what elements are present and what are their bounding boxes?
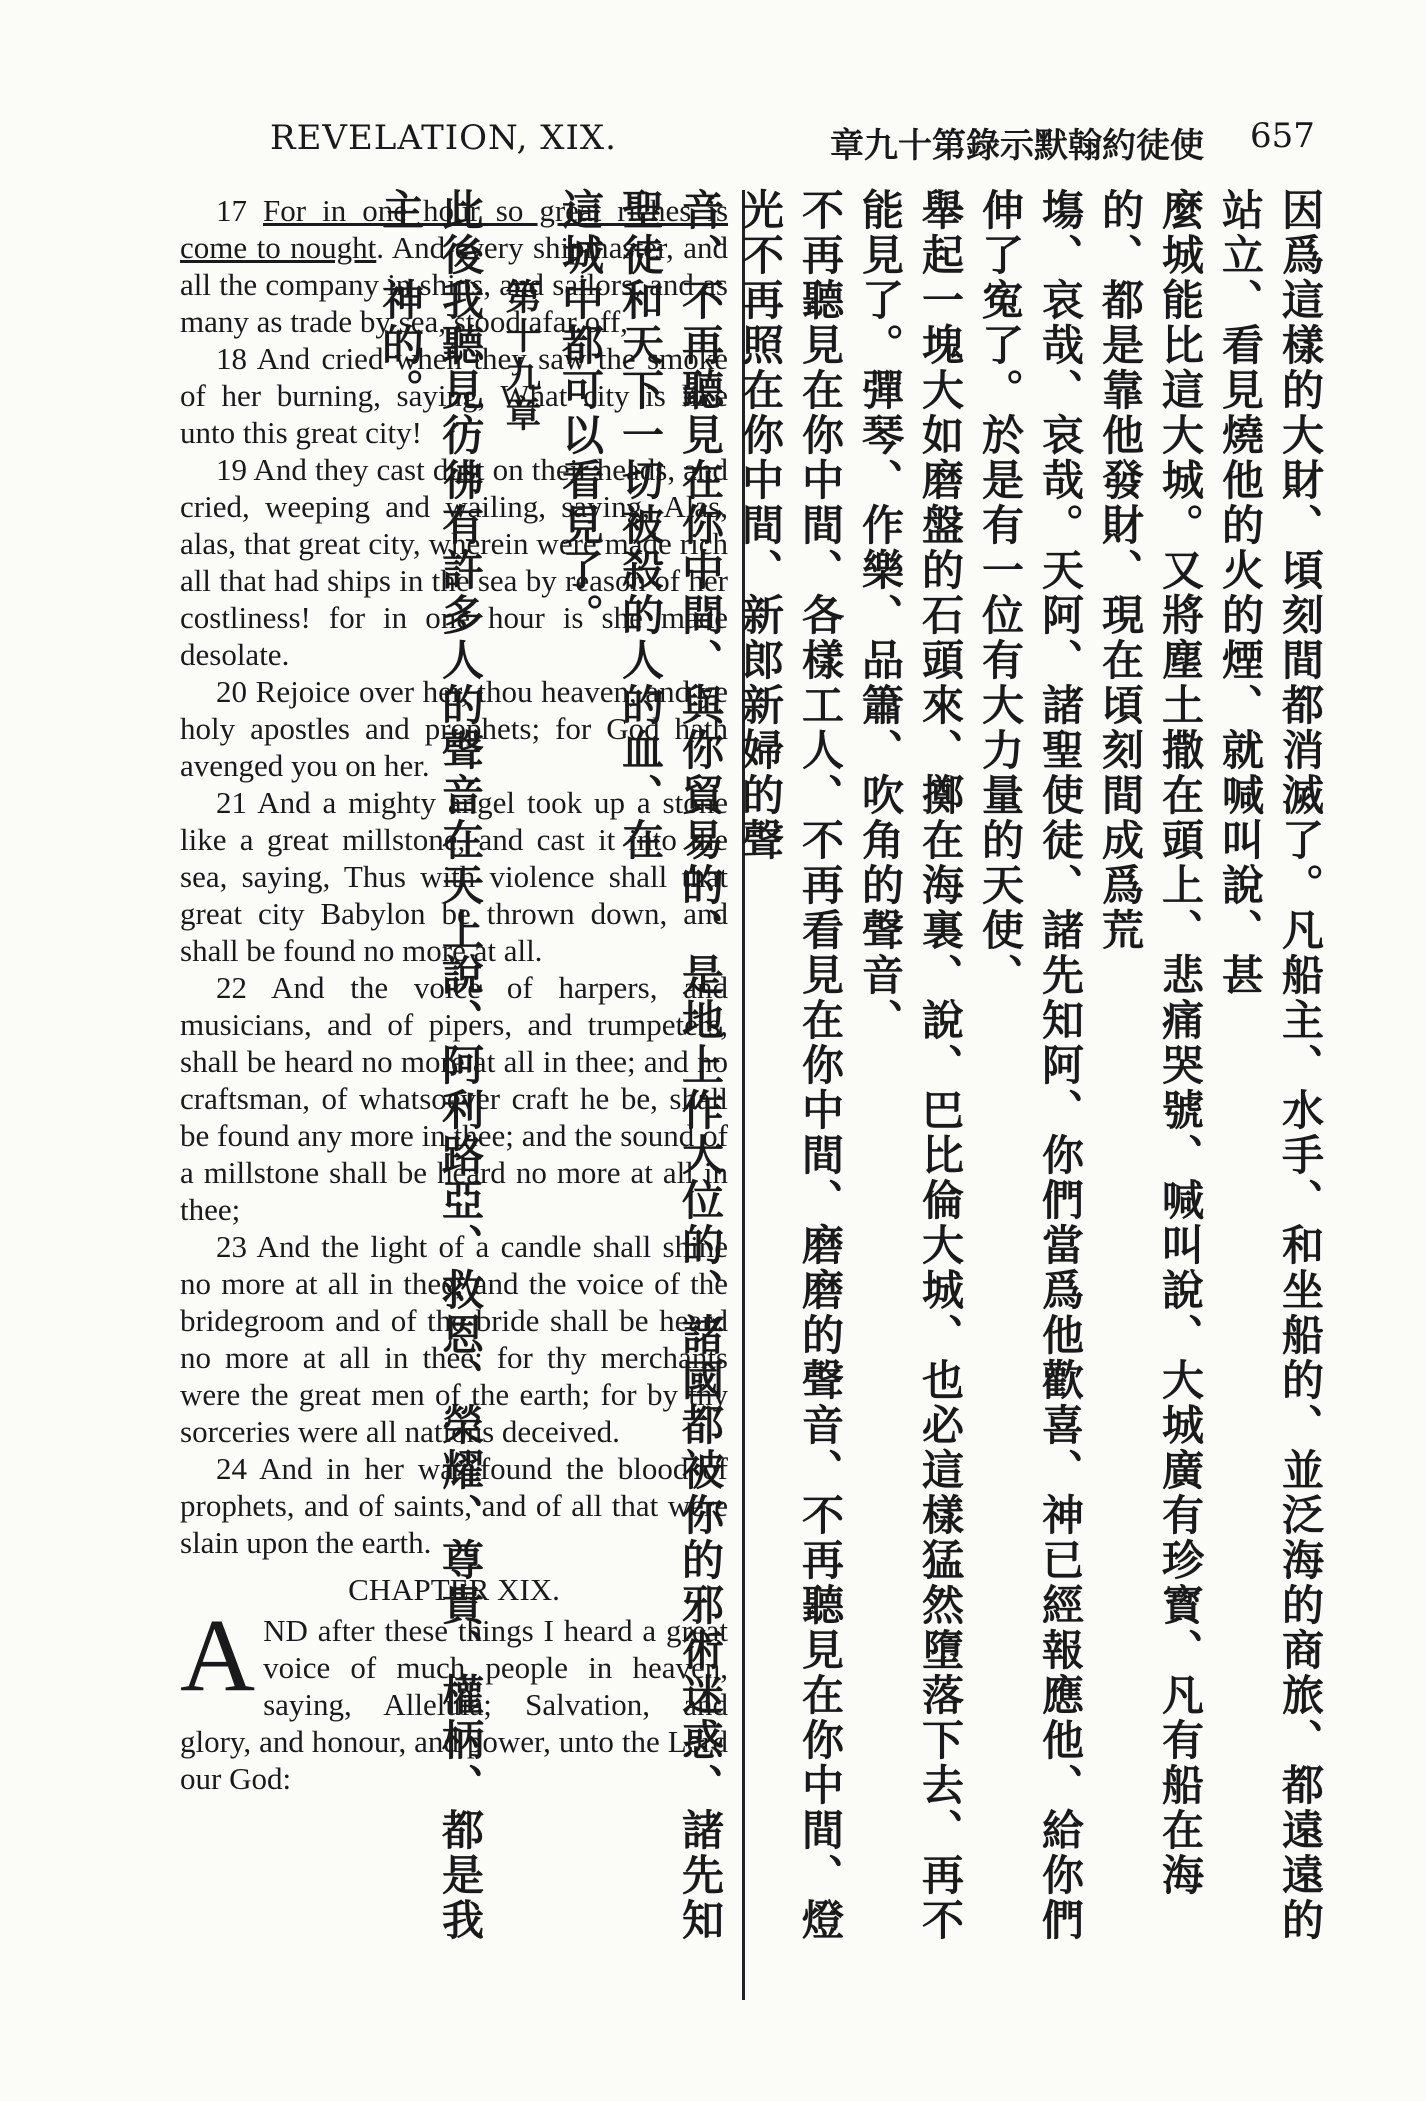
verse-24: 24 And in her was found the blood of prophets, and of saints, and of all that were slain upon the earth. xyxy=(180,1451,728,1560)
drop-cap: A xyxy=(180,1598,256,1713)
chapter-heading: CHAPTER XIX. xyxy=(348,1572,560,1607)
verse-19: 19 And they cast dust on their heads, and cried, weeping and wailing, saying, Alas, alas, that great city, wherein were made rich all that had ships in the sea by reason of her costliness! for in one hour is she made desolate. xyxy=(180,452,728,672)
chinese-line-1: 因爲這樣的大財、頃刻間都消滅了。凡船主、水手、和坐船的、並泛海的商旅、都遠遠的站立、看見燒他的火的煙、就喊叫說、甚 xyxy=(1216,188,1325,1943)
verse-17-rest: . And every shipmaster, and all the company in ships, and sailors, and as many as trade by sea, stood afar off, xyxy=(180,230,728,339)
header-chinese-title: 章九十第錄示默翰約徒使 xyxy=(830,126,1204,166)
chapter-19-verse-1-text: ND after these things I heard a great voice of much people in heaven, saying, Alleluia; Salvation, and glory, and honour, and power, unto the Lord our God: xyxy=(180,1613,728,1796)
chinese-line-6: 音、不再聽見在你中間、與你貿易的、是地上作大位的、諸國都被你的邪術迷惑、諸先知聖徒和天下一切被殺的人的血、在 xyxy=(616,188,725,1943)
page-number: 657 xyxy=(1250,116,1315,156)
verse-21: 21 And a mighty angel took up a stone like a great millstone, and cast it into the sea, saying, Thus with violence shall that great city Babylon be thrown down, and shall be found no more at all. xyxy=(180,785,728,968)
verse-22: 22 And the voice of harpers, and musicians, and of pipers, and trumpeters, shall be heard no more at all in thee; and no craftsman, of whatsoever craft he be, shall be found any more in thee; and the sound of a millstone shall be heard no more at all in thee; xyxy=(180,970,728,1227)
chinese-line-5: 不再聽見在你中間、各樣工人、不再看見在你中間、磨磨的聲音、不再聽見在你中間、燈光不再照在你中間、新郎新婦的聲 xyxy=(736,188,845,1943)
chinese-line-7: 這城中都可以看見了。 xyxy=(556,188,605,638)
chinese-line-3: 塲、哀哉、哀哉。天阿、諸聖使徒、諸先知阿、你們當爲他歡喜、神已經報應他、給你們伸了寃了。於是有一位有大力量的天使、 xyxy=(976,188,1085,1943)
verse-23: 23 And the light of a candle shall shine no more at all in thee; and the voice of the bridegroom and of the bride shall be heard no more at all in thee: for thy merchants were the great men of the earth; for by thy sorceries were all nations deceived. xyxy=(180,1229,728,1449)
verse-18: 18 And cried when they saw the smoke of her burning, saying, What city is like unto this great city! xyxy=(180,341,728,450)
verse-17-number: 17 xyxy=(216,193,264,228)
chinese-chapter-heading: 第十九章 xyxy=(500,278,541,434)
header-english-title: REVELATION, XIX. xyxy=(270,118,617,158)
chinese-line-2: 麼城能比這大城。又將塵土撒在頭上、悲痛哭號、喊叫說、大城廣有珍寳、凡有船在海的、都是靠他發財、現在頃刻間成爲荒 xyxy=(1096,188,1205,1898)
chinese-line-9: 此後我聽見彷彿有許多人的聲音在天上說、阿利路亞、救恩、榮耀、尊貴、權柄、都是我 主 神的。 xyxy=(376,188,485,1988)
chinese-line-4: 舉起一塊大如磨盤的石頭來、擲在海裏、說、巴比倫大城、也必這樣猛然墮落下去、再不能見了。彈琴、作樂、品簫、吹角的聲音、 xyxy=(856,188,965,1943)
verse-20: 20 Rejoice over her, thou heaven, and ye holy apostles and prophets; for God hath avenged you on her. xyxy=(180,674,728,783)
verse-17-underlined: For in one hour so great riches is come to nought xyxy=(180,193,729,265)
